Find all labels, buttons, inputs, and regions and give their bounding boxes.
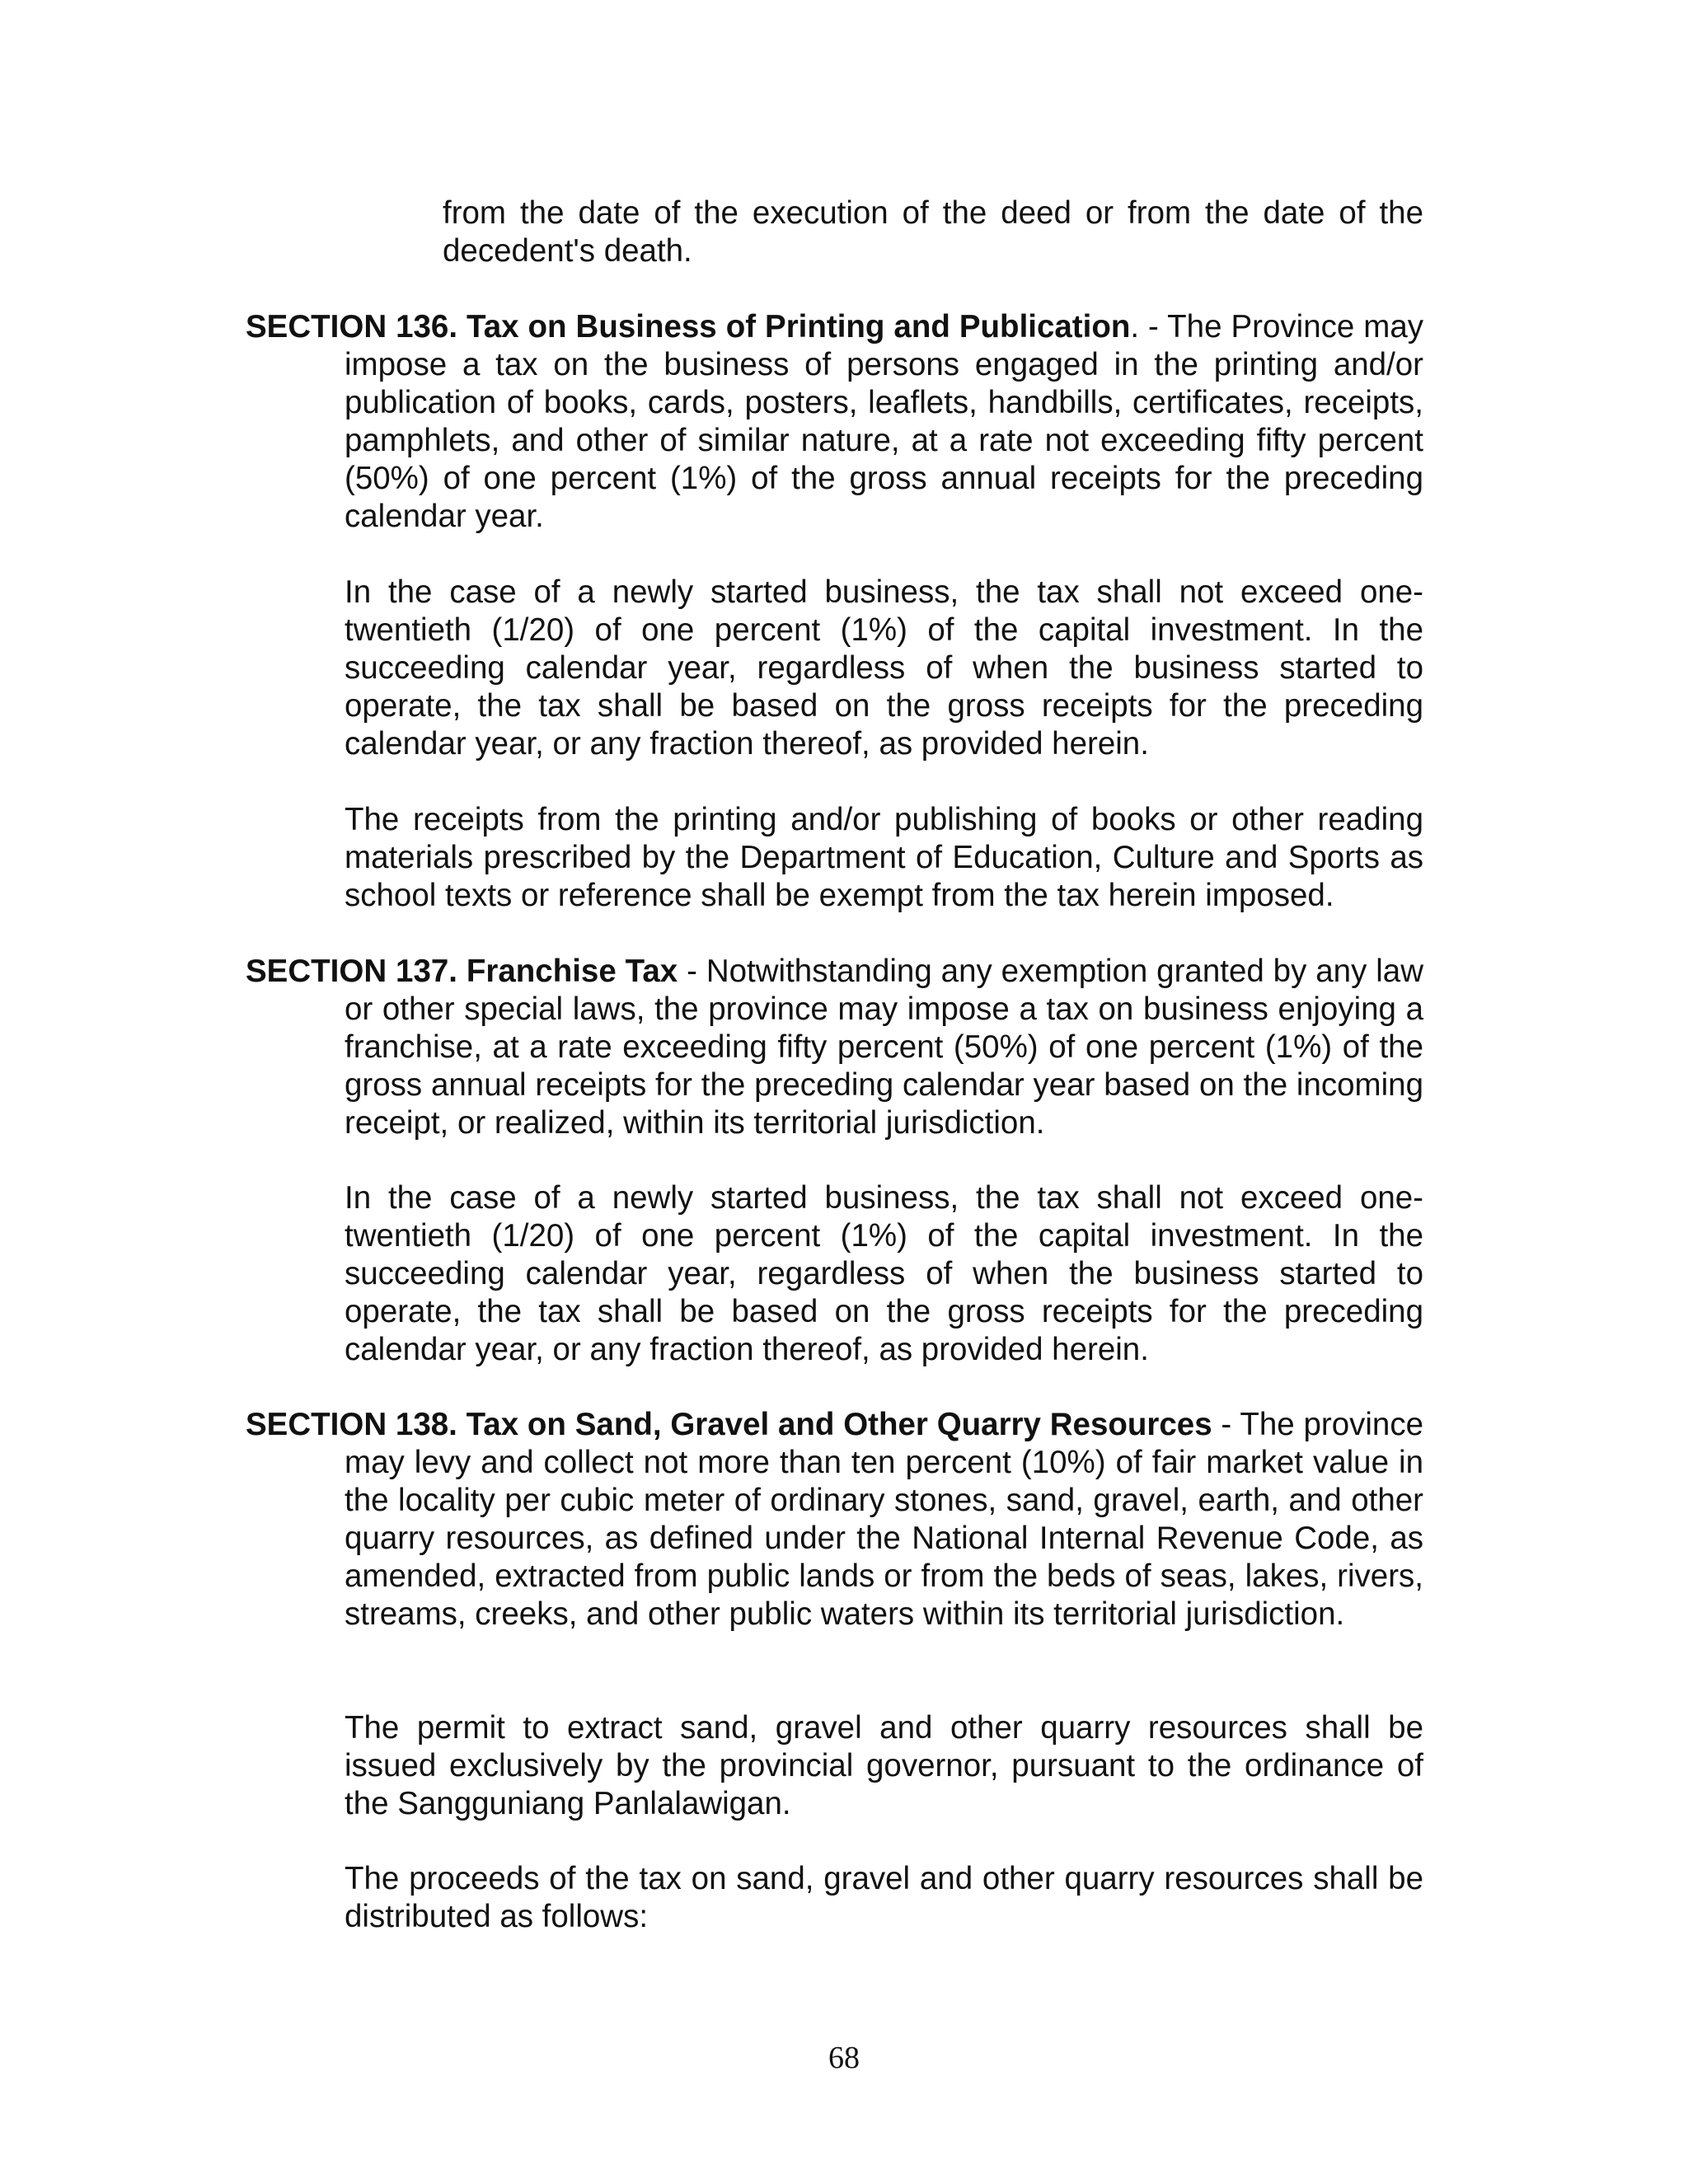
section-138-text: The province may levy and collect not more than ten percent (10%) of fair market value in the locality per cubic meter of ordinary stones, sand, gravel, earth, and other quarry resources, as defined under the National Internal Revenue Code, as amended, extracted from public lands or from the beds of seas, lakes, rivers, streams, creeks, and other public waters within its territorial jurisdiction.	[345, 1407, 1423, 1632]
section-138-separator: -	[1212, 1407, 1240, 1442]
section-138-paragraph	[246, 1406, 1423, 1633]
continuation-paragraph: from the date of the execution of the deed or from the date of the decedent's death.	[443, 195, 1423, 269]
section-137-heading: SECTION 137. Franchise Tax	[246, 954, 678, 989]
section-137-paragraph-2: In the case of a newly started business, the tax shall not exceed one-twentieth (1/20) of one percent (1%) of the capital investment. In the succeeding calendar year, regardless of when the business started to operate, the tax shall be based on the gross receipts for the preceding calendar year, or any fraction thereof, as provided herein.	[345, 1180, 1423, 1367]
section-136-paragraph	[246, 308, 1423, 536]
section-136-heading: SECTION 136. Tax on Business of Printing and Publication	[246, 309, 1131, 344]
section-136-text: The Province may impose a tax on the business of persons engaged in the printing and/or publication of books, cards, posters, leaflets, handbills, certificates, receipts, pamphlets, and other of similar nature, at a rate not exceeding fifty percent (50%) of one percent (1%) of the gross annual receipts for the preceding calendar year.	[345, 309, 1423, 534]
section-137-lead	[246, 953, 1423, 1142]
section-136-paragraph-2: In the case of a newly started business, the tax shall not exceed one-twentieth (1/20) of one percent (1%) of the capital investment. In the succeeding calendar year, regardless of when the business started to operate, the tax shall be based on the gross receipts for the preceding calendar year, or any fraction thereof, as provided herein.	[345, 574, 1423, 762]
page-number: 68	[828, 2041, 860, 2075]
section-136-lead	[246, 308, 1423, 536]
section-137-text: Notwithstanding any exemption granted by any law or other special laws, the province may impose a tax on business enjoying a franchise, at a rate exceeding fifty percent (50%) of one percent (1%) of the gross annual receipts for the preceding calendar year based on the incoming receipt, or realized, within its territorial jurisdiction.	[345, 954, 1424, 1141]
section-138-paragraph-2: The permit to extract sand, gravel and other quarry resources shall be issued exclusively by the provincial governor, pursuant to the ordinance of the Sangguniang Panlalawigan.	[345, 1710, 1423, 1821]
section-137-separator: -	[678, 954, 706, 989]
section-137-paragraph	[246, 953, 1423, 1142]
section-138-lead	[246, 1406, 1423, 1633]
section-138-heading: SECTION 138. Tax on Sand, Gravel and Other Quarry Resources	[246, 1407, 1212, 1442]
section-136-separator: . -	[1130, 309, 1168, 344]
section-138-paragraph-3: The proceeds of the tax on sand, gravel and other quarry resources shall be distributed as follows:	[345, 1861, 1423, 1934]
section-136-paragraph-3: The receipts from the printing and/or publishing of books or other reading materials prescribed by the Department of Education, Culture and Sports as school texts or reference shall be exempt from the tax herein imposed.	[345, 802, 1423, 913]
